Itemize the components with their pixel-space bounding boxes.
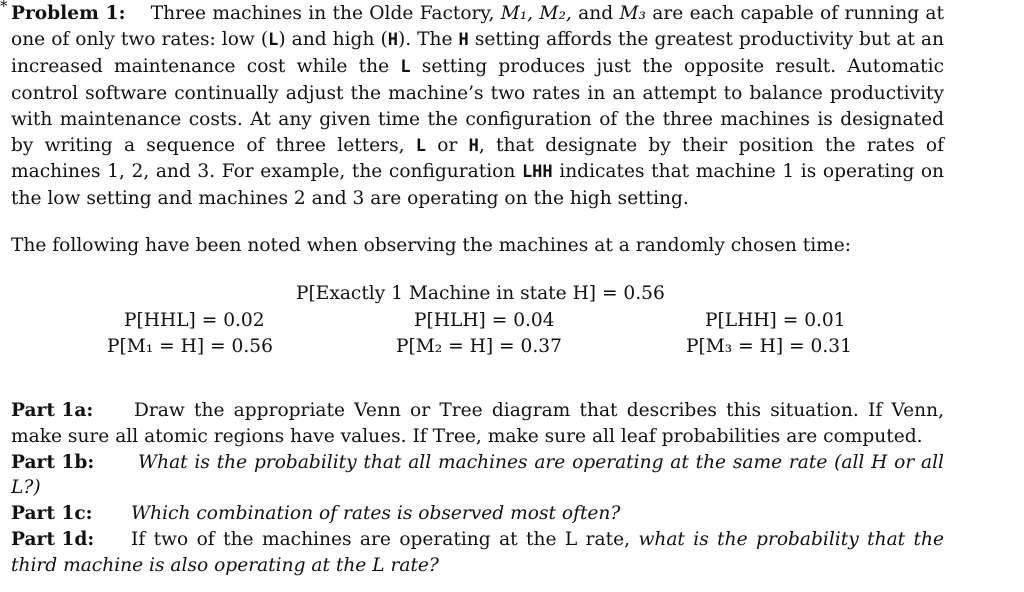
part-1b-label: Part 1b: bbox=[11, 451, 95, 473]
low-setting-symbol: L bbox=[400, 56, 411, 77]
high-symbol: H bbox=[387, 29, 398, 50]
letter-h: H bbox=[468, 135, 479, 156]
part-1c-label: Part 1c: bbox=[11, 503, 93, 525]
problem-text-1: are each capable of running at one of only two rates: low ( bbox=[11, 3, 944, 50]
part-1a bbox=[11, 398, 944, 450]
part-1d bbox=[11, 527, 944, 579]
part-1b-text: What is the probability that all machines are operating at the same rate (all H or all L?) bbox=[11, 451, 944, 499]
example-configuration: LHH bbox=[521, 162, 553, 183]
p-m2-formula: P[M₂ = H] = 0.37 bbox=[396, 336, 562, 357]
asterisk-marker: * bbox=[0, 0, 8, 15]
part-1d-plain-text: If two of the machines are operating at the L rate, bbox=[131, 528, 639, 550]
part-1c bbox=[11, 501, 944, 527]
problem-title: Problem 1: bbox=[11, 3, 126, 24]
p-lhh-formula: P[LHH] = 0.01 bbox=[705, 310, 846, 331]
part-1a-text: Draw the appropriate Venn or Tree diagram that describes this situation. If Venn, make sure all atomic regions have values. If Tree, make sure all leaf probabilities are computed. bbox=[11, 400, 944, 447]
part-1c-text: Which combination of rates is observed most often? bbox=[131, 503, 621, 525]
problem-intro-prefix: Three machines in the Olde Factory, bbox=[150, 3, 501, 24]
problem-text-7: , that designate by their position the rates of machines 1, 2, and 3. For example, the configuration bbox=[11, 134, 945, 183]
observation-lead: The following have been noted when observing the machines at a randomly chosen time: bbox=[11, 235, 852, 256]
part-1d-italic-text: what is the probability that the third machine is also operating at the L rate? bbox=[11, 528, 944, 576]
p-m1-formula: P[M₁ = H] = 0.56 bbox=[107, 336, 273, 357]
problem-statement bbox=[11, 1, 944, 212]
p-hhl-formula: P[HHL] = 0.02 bbox=[124, 310, 265, 331]
problem-text-4: setting affords the greatest productivity but at an increased maintenance cost while the bbox=[11, 28, 944, 77]
high-setting-symbol: H bbox=[458, 29, 469, 50]
p-m3-formula: P[M₃ = H] = 0.31 bbox=[686, 336, 852, 357]
part-1a-label: Part 1a: bbox=[11, 400, 94, 421]
problem-text-3: ). The bbox=[397, 28, 459, 50]
problem-text-2: ) and high ( bbox=[278, 28, 388, 50]
problem-text-5: setting produces just the opposite result. Automatic control software continually adjust the machine’s two rates in an attempt to balance productivity with maintenance costs. At any given time the configuration of the three machines is designated by writing a sequence of three letters, bbox=[11, 55, 944, 156]
low-symbol: L bbox=[268, 29, 279, 50]
machine-three: M₃ bbox=[619, 3, 646, 24]
part-1b bbox=[11, 450, 944, 502]
problem-text-8: indicates that machine 1 is operating on the low setting and machines 2 and 3 are operating on the high setting. bbox=[11, 161, 945, 210]
machine-names: M₁, M₂, bbox=[500, 3, 572, 24]
parts-section bbox=[11, 398, 944, 579]
p-hlh-formula: P[HLH] = 0.04 bbox=[414, 310, 555, 331]
and-text: and bbox=[571, 3, 620, 24]
exactly-one-formula: P[Exactly 1 Machine in state H] = 0.56 bbox=[296, 283, 665, 304]
part-1d-label: Part 1d: bbox=[11, 528, 95, 550]
problem-text-6: or bbox=[426, 134, 469, 156]
letter-l: L bbox=[415, 135, 427, 156]
